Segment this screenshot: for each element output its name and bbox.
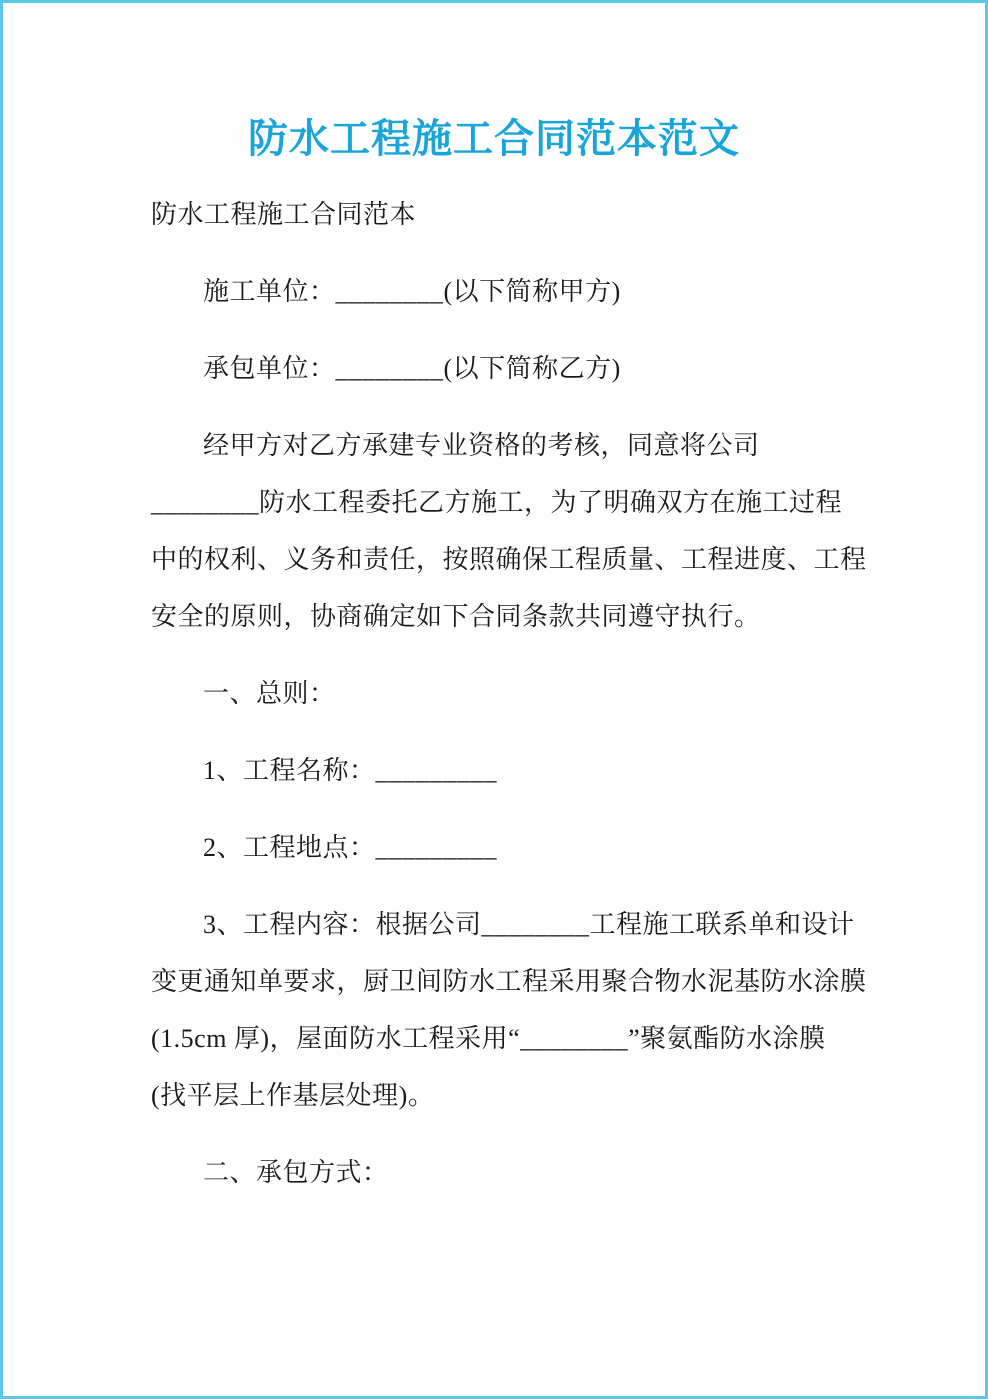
paragraph: [151, 340, 847, 397]
paragraph: [151, 263, 847, 320]
text-line: (找平层上作基层处理)。: [151, 1081, 435, 1110]
paragraph: [151, 896, 867, 1124]
text-line: 2、工程地点：_________: [203, 833, 498, 862]
document-body: [3, 171, 985, 1201]
text-line: 二、承包方式：: [203, 1158, 389, 1187]
text-line: ________防水工程委托乙方施工，为了明确双方在施工过程: [151, 488, 843, 517]
text-line: 3、工程内容：根据公司________工程施工联系单和设计: [203, 910, 855, 939]
text-line: 安全的原则，协商确定如下合同条款共同遵守执行。: [151, 602, 761, 631]
text-line: (1.5cm 厚)，屋面防水工程采用“________”聚氨酯防水涂膜: [151, 1024, 826, 1053]
paragraph: [151, 417, 867, 645]
text-line: 一、总则：: [203, 679, 336, 708]
text-line: 施工单位：________(以下简称甲方): [203, 277, 621, 306]
text-line: 1、工程名称：_________: [203, 756, 498, 785]
text-line: 防水工程施工合同范本: [151, 200, 417, 229]
paragraph: [151, 819, 847, 876]
text-line: 变更通知单要求，厨卫间防水工程采用聚合物水泥基防水涂膜: [151, 967, 867, 996]
paragraph: [151, 742, 847, 799]
paragraph: [151, 186, 847, 243]
document-title: 防水工程施工合同范本范文: [248, 116, 740, 161]
text-line: 经甲方对乙方承建专业资格的考核，同意将公司: [203, 431, 760, 460]
paragraph: [151, 1144, 847, 1201]
paragraph: [151, 665, 847, 722]
text-line: 承包单位：________(以下简称乙方): [203, 354, 621, 383]
text-line: 中的权利、义务和责任，按照确保工程质量、工程进度、工程: [151, 545, 867, 574]
